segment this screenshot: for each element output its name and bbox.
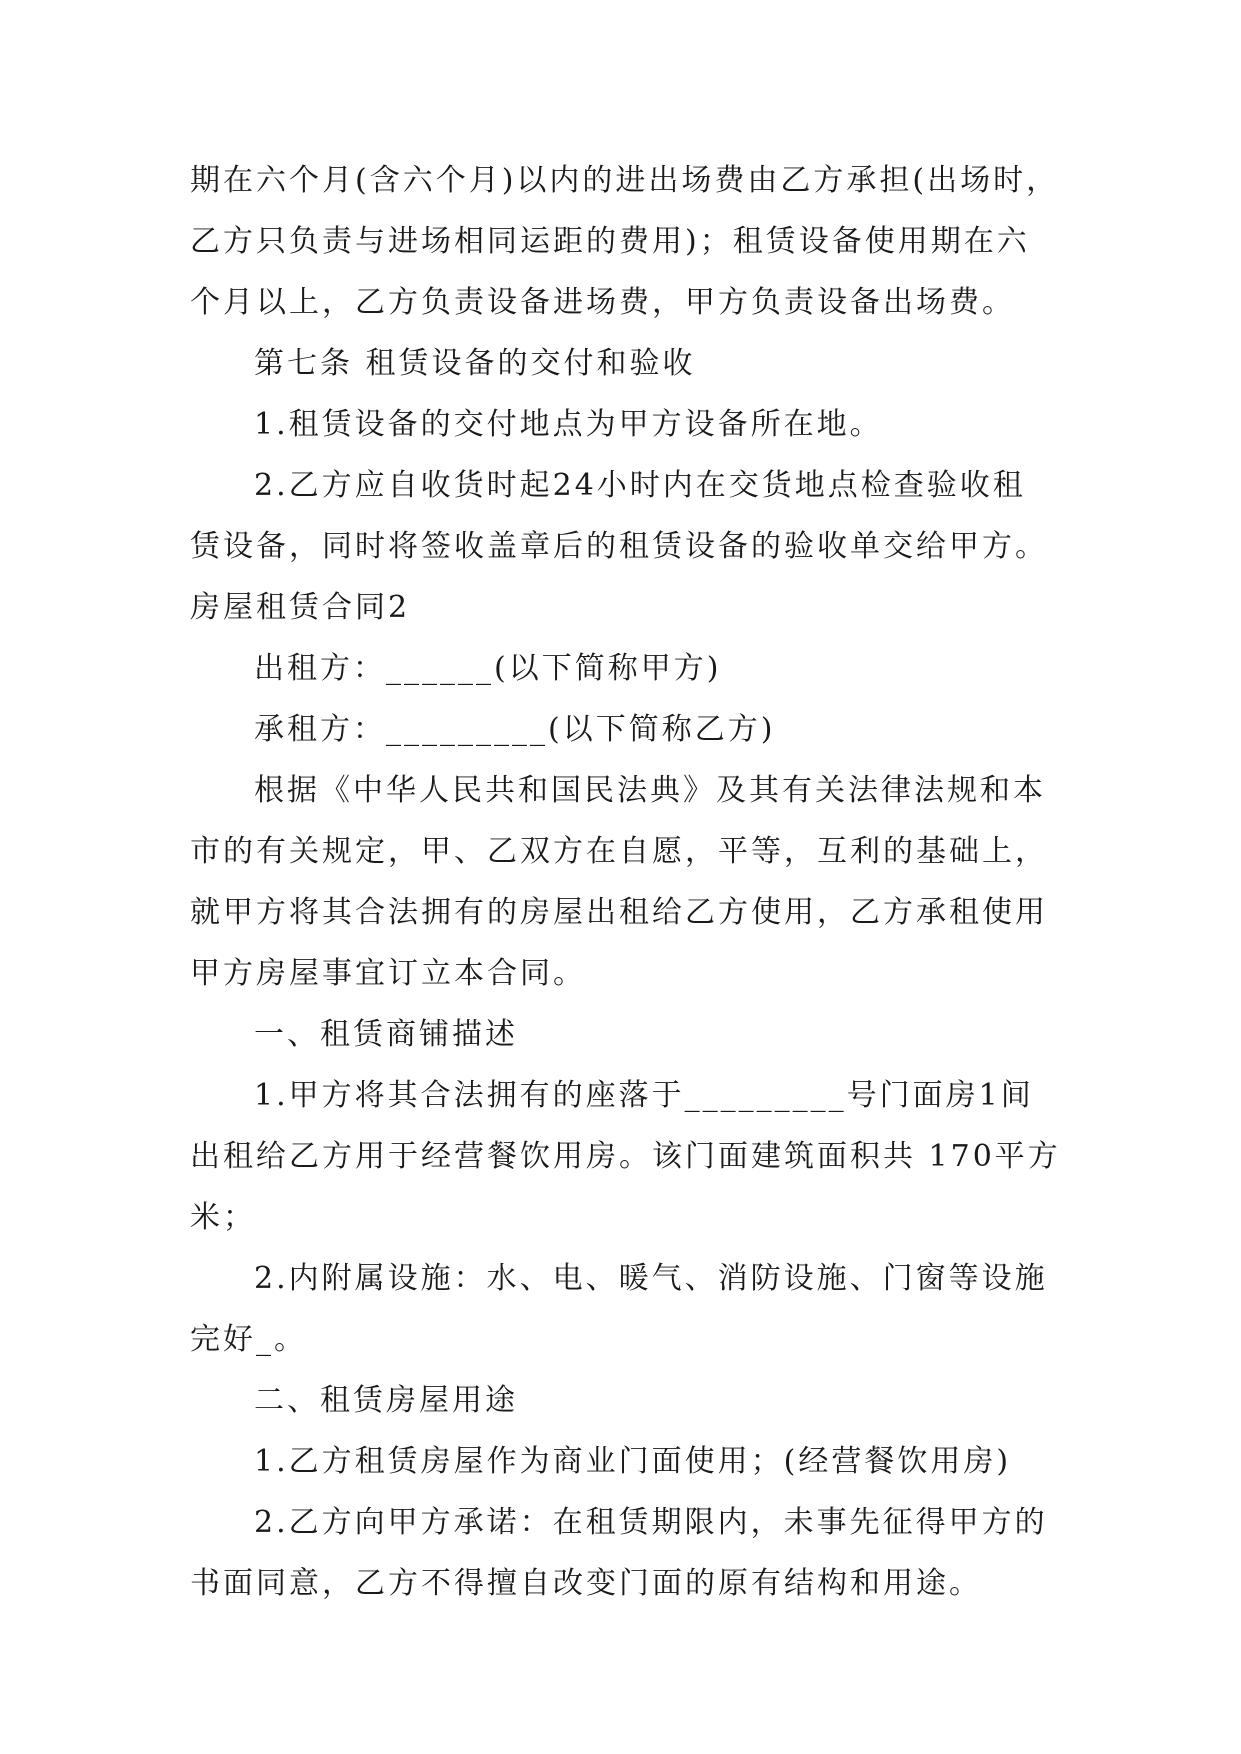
text-line: 个月以上，乙方负责设备进场费，甲方负责设备出场费。 bbox=[190, 285, 1015, 320]
lessor-line: 出租方：______(以下简称甲方) bbox=[254, 651, 722, 686]
text-line: 2.乙方向甲方承诺：在租赁期限内，未事先征得甲方的 bbox=[254, 1505, 1048, 1540]
text-line: 2.内附属设施：水、电、暖气、消防设施、门窗等设施 bbox=[254, 1261, 1048, 1296]
text-line: 期在六个月(含六个月)以内的进出场费由乙方承担(出场时， bbox=[190, 163, 1060, 198]
text-line: 赁设备，同时将签收盖章后的租赁设备的验收单交给甲方。 bbox=[190, 529, 1048, 564]
section-heading: 第七条 租赁设备的交付和验收 bbox=[254, 346, 696, 381]
text-line: 完好_。 bbox=[190, 1322, 307, 1357]
text-line: 书面同意，乙方不得擅自改变门面的原有结构和用途。 bbox=[190, 1566, 982, 1601]
text-line: 米； bbox=[190, 1200, 256, 1235]
text-line: 1.乙方租赁房屋作为商业门面使用；(经营餐饮用房) bbox=[254, 1444, 1012, 1479]
text-line: 就甲方将其合法拥有的房屋出租给乙方使用，乙方承租使用 bbox=[190, 895, 1048, 930]
text-line: 甲方房屋事宜订立本合同。 bbox=[190, 956, 586, 991]
contract-title: 房屋租赁合同2 bbox=[190, 590, 411, 625]
document-body bbox=[190, 150, 1061, 1614]
lessee-line: 承租方：_________(以下简称乙方) bbox=[254, 712, 776, 747]
section-heading: 二、租赁房屋用途 bbox=[254, 1383, 518, 1418]
text-line: 出租给乙方用于经营餐饮用房。该门面建筑面积共 170平方 bbox=[190, 1139, 1061, 1174]
text-line: 根据《中华人民共和国民法典》及其有关法律法规和本 bbox=[254, 773, 1046, 808]
text-line: 1.甲方将其合法拥有的座落于_________号门面房1间 bbox=[254, 1078, 1034, 1113]
text-line: 2.乙方应自收货时起24小时内在交货地点检查验收租 bbox=[254, 468, 1026, 503]
text-line: 乙方只负责与进场相同运距的费用)；租赁设备使用期在六 bbox=[190, 224, 1030, 259]
text-line: 1.租赁设备的交付地点为甲方设备所在地。 bbox=[254, 407, 883, 442]
text-line: 市的有关规定，甲、乙双方在自愿，平等，互利的基础上， bbox=[190, 834, 1048, 869]
section-heading: 一、租赁商铺描述 bbox=[254, 1017, 518, 1052]
